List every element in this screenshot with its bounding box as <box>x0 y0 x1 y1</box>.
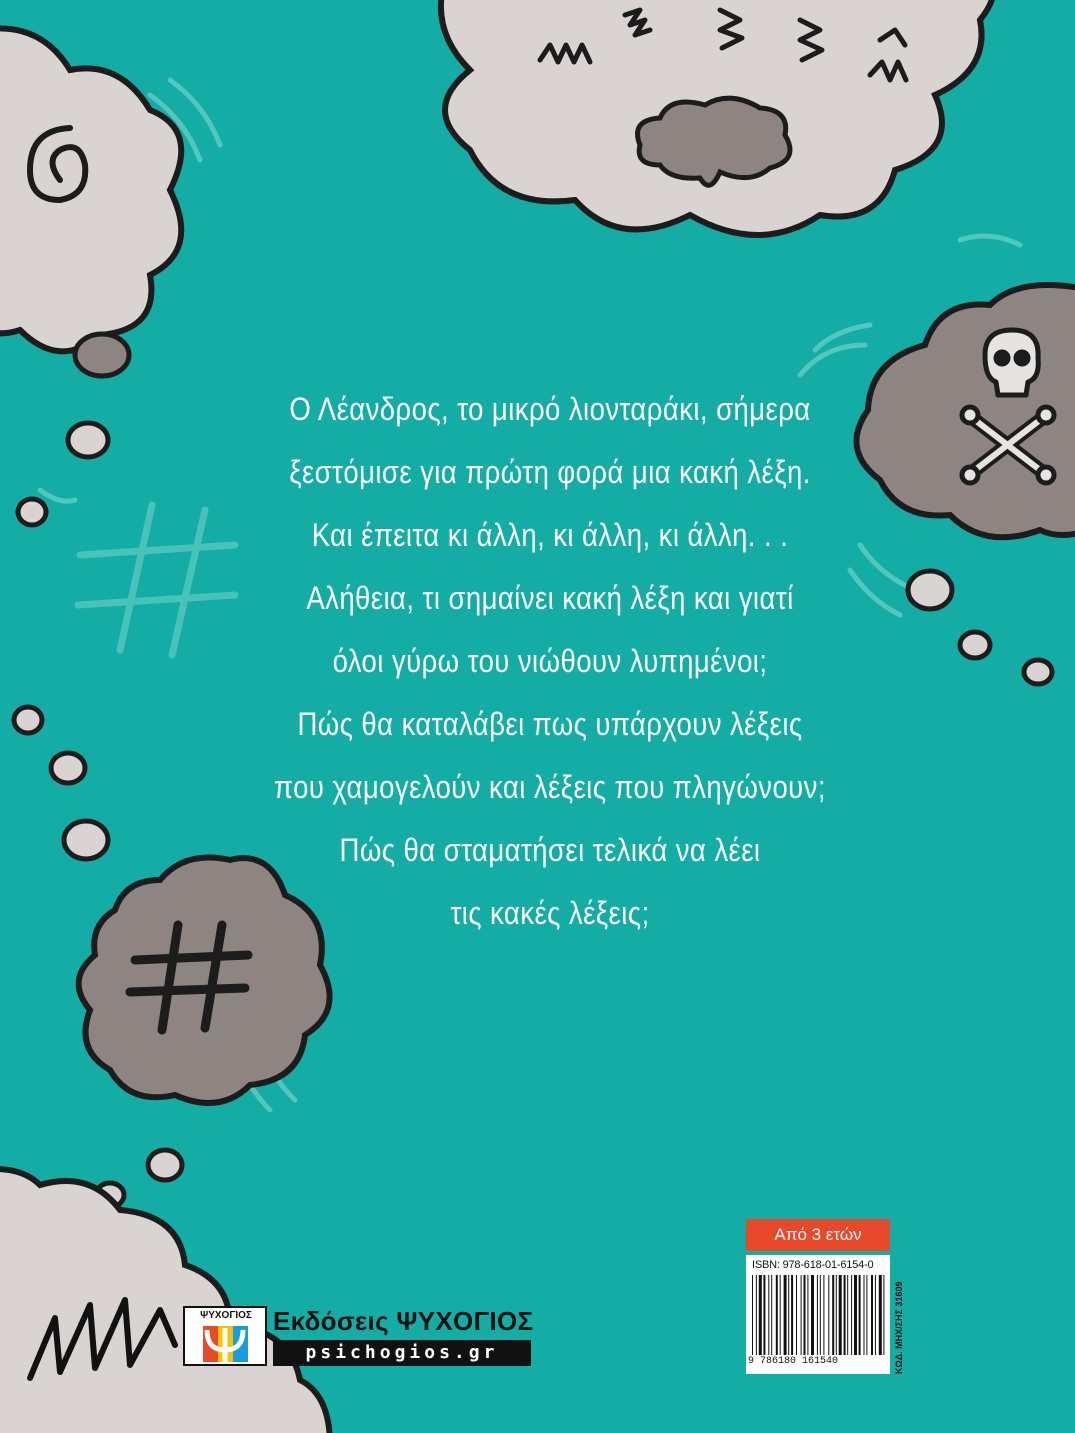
blurb-line: Ο Λέανδρος, το μικρό λιονταράκι, σήμερα <box>289 391 811 427</box>
publisher-name: Εκδόσεις ΨΥΧΟΓΙΟΣ <box>273 1306 534 1336</box>
blurb-line: τις κακές λέξεις; <box>450 895 650 931</box>
barcode-icon <box>750 1275 886 1355</box>
barcode-digits: 9 786180 161540 <box>748 1356 839 1367</box>
blurb-line: Πώς θα σταματήσει τελικά να λέει <box>339 832 761 868</box>
thought-dots-left <box>14 334 129 859</box>
blurb-line: όλοι γύρω του νιώθουν λυπημένοι; <box>332 643 768 679</box>
psi-logo-icon <box>183 1306 267 1366</box>
blurb-line: ξεστόμισε για πρώτη φορά μια κακή λέξη. <box>289 454 811 490</box>
publisher-logo-text: ΨΥΧΟΓΙΟΣ <box>200 1310 252 1321</box>
isbn-barcode-panel <box>746 1255 890 1374</box>
age-badge: Από 3 ετών <box>746 1219 890 1251</box>
vertical-product-code: ΚΩΔ. ΜΗΧ/ΣΗΣ 31609 <box>894 1281 904 1374</box>
cloud-bottom-left <box>0 1169 330 1433</box>
blurb-line: Πώς θα καταλάβει πως υπάρχουν λέξεις <box>297 706 803 742</box>
blurb-line: που χαμογελούν και λέξεις που πληγώνουν; <box>274 769 826 805</box>
publisher-url: psichogios.gr <box>273 1340 531 1366</box>
blurb-line: Αλήθεια, τι σημαίνει κακή λέξη και γιατί <box>306 580 794 616</box>
isbn-label: ISBN: 978-618-01-6154-0 <box>752 1259 874 1271</box>
thought-dots-right <box>908 571 1052 684</box>
cloud-top-left <box>0 28 181 351</box>
blurb-line: Και έπειτα κι άλλη, κι άλλη, κι άλλη. . . <box>311 517 789 553</box>
back-cover-blurb <box>200 378 900 945</box>
